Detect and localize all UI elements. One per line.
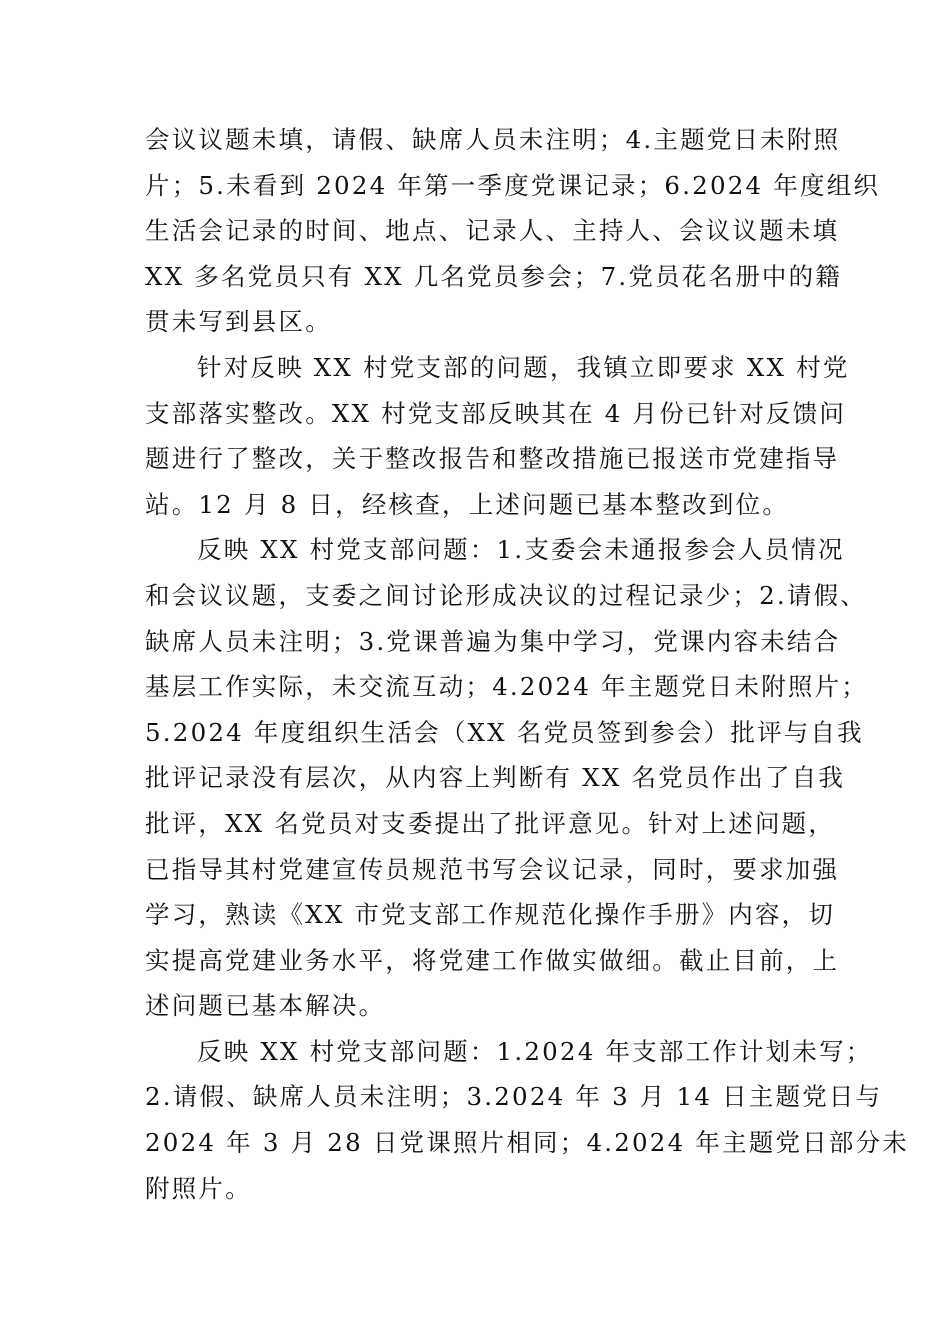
text-line: 2.请假、缺席人员未注明；3.2024 年 3 月 14 日主题党日与 <box>145 1082 883 1112</box>
document-body <box>145 117 909 1211</box>
paragraph-first-line: 反映 XX 村党支部问题：1.2024 年支部工作计划未写； <box>197 1036 873 1066</box>
text-line: 支部落实整改。XX 村党支部反映其在 4 月份已针对反馈问 <box>145 398 847 428</box>
paragraph-first-line: 反映 XX 村党支部问题：1.支委会未通报参会人员情况 <box>197 535 845 565</box>
paragraph-first-line: 针对反映 XX 村党支部的问题，我镇立即要求 XX 村党 <box>197 352 850 382</box>
text-line: 5.2024 年度组织生活会（XX 名党员签到参会）批评与自我 <box>145 717 864 747</box>
text-line: 题进行了整改，关于整改报告和整改措施已报送市党建指导 <box>145 444 840 474</box>
text-line: 述问题已基本解决。 <box>145 991 386 1021</box>
text-line: 2024 年 3 月 28 日党课照片相同；4.2024 年主题党日部分未 <box>145 1128 909 1158</box>
text-line: XX 多名党员只有 XX 几名党员参会；7.党员花名册中的籍 <box>145 261 843 291</box>
text-line: 站。12 月 8 日，经核查，上述问题已基本整改到位。 <box>145 489 790 519</box>
text-line: 批评，XX 名党员对支委提出了批评意见。针对上述问题， <box>145 808 836 838</box>
text-line: 片；5.未看到 2024 年第一季度党课记录；6.2024 年度组织 <box>145 170 881 200</box>
text-line: 缺席人员未注明；3.党课普遍为集中学习，党课内容未结合 <box>145 626 841 656</box>
text-line: 基层工作实际，未交流互动；4.2024 年主题党日未附照片； <box>145 672 869 702</box>
text-line: 生活会记录的时间、地点、记录人、主持人、会议议题未填 <box>145 216 840 246</box>
text-line: 会议议题未填，请假、缺席人员未注明；4.主题党日未附照 <box>145 125 841 154</box>
text-line: 和会议议题，支委之间讨论形成决议的过程记录少；2.请假、 <box>145 580 867 610</box>
text-line: 实提高党建业务水平，将党建工作做实做细。截止目前，上 <box>145 945 840 975</box>
text-line: 学习，熟读《XX 市党支部工作规范化操作手册》内容，切 <box>145 900 836 930</box>
text-line: 附照片。 <box>145 1173 252 1203</box>
text-line: 已指导其村党建宣传员规范书写会议记录，同时，要求加强 <box>145 854 840 884</box>
text-line: 贯未写到县区。 <box>145 307 332 337</box>
text-line: 批评记录没有层次，从内容上判断有 XX 名党员作出了自我 <box>145 763 846 793</box>
